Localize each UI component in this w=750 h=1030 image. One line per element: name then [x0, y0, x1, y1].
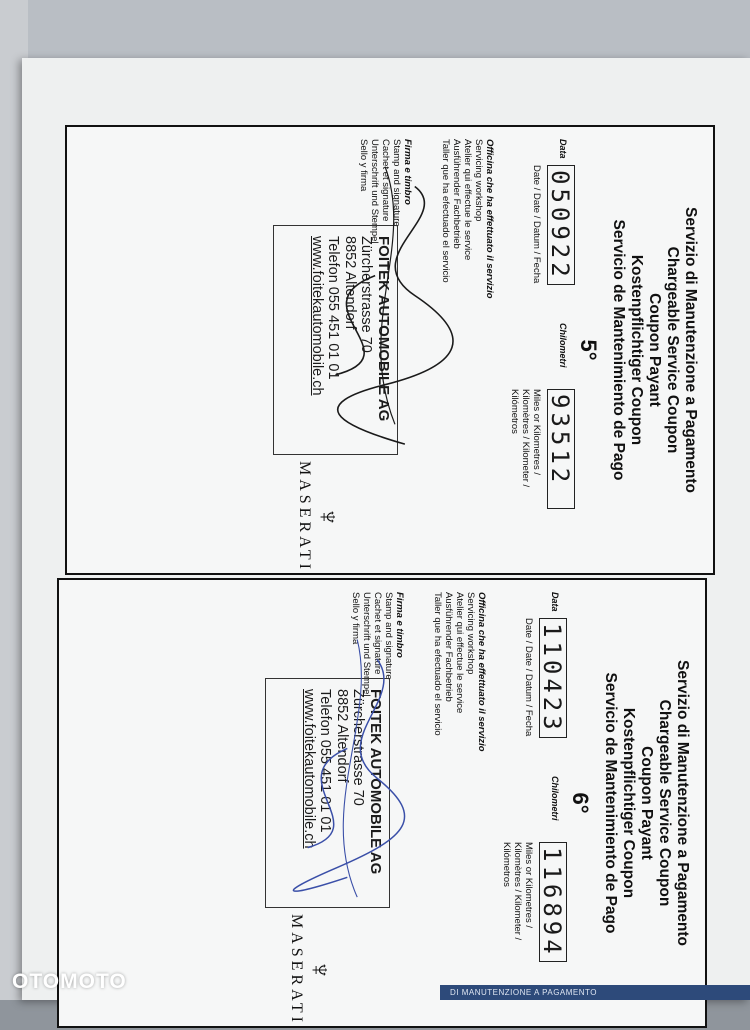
trident-icon: ♆ [313, 506, 344, 528]
signature-line: Unterschrift und Stempel [361, 592, 372, 697]
signature-line: Stamp and signature [383, 592, 394, 680]
brand-wordmark: MASERATI [288, 913, 305, 1026]
title-line-en: Chargeable Service Coupon [664, 246, 681, 454]
km-field: 93512 [547, 389, 575, 509]
date-sublabel: Date / Date / Datum / Fecha [531, 165, 542, 284]
workshop-block [440, 139, 495, 299]
title-line-it: Servizio di Manutenzione a Pagamento [674, 660, 691, 946]
workshop-line: Ausführender Fachbetrieb [451, 139, 462, 249]
title-line-es: Servicio de Mantenimiento de Pago [610, 219, 627, 481]
stamp-dealer-name: FOITEK AUTOMOBILE AG [367, 689, 384, 875]
km-label: Chilometri [550, 776, 560, 821]
date-field: 110423 [539, 618, 567, 738]
next-page-edge-text: DI MANUTENZIONE A PAGAMENTO [450, 988, 597, 997]
workshop-line: Atelier qui effectue le service [454, 592, 465, 714]
signature-line: Sello y firma [350, 592, 361, 645]
title-line-de: Kostenpflichtiger Coupon [620, 707, 637, 899]
title-line-es: Servicio de Mantenimiento de Pago [602, 672, 619, 934]
km-sub-line: Kilomètres / Kilometer / [512, 842, 523, 941]
service-coupon-6 [57, 578, 707, 1028]
km-sub-line: Kilómetros [509, 389, 520, 434]
signature-line: Unterschrift und Stempel [369, 139, 380, 244]
title-line-it: Servizio di Manutenzione a Pagamento [682, 207, 699, 493]
workshop-line: Taller que ha efectuado el servicio [432, 592, 443, 736]
signature-title: Firma e timbro [394, 592, 405, 658]
trident-icon: ♆ [305, 959, 336, 981]
next-page-edge [440, 985, 750, 1000]
workshop-line: Atelier qui effectue le service [462, 139, 473, 261]
signature-line: Sello y firma [358, 139, 369, 192]
maserati-brand [287, 910, 335, 1030]
km-sub-line: Miles or Kilometres / [523, 842, 534, 929]
signature-line: Stamp and signature [391, 139, 402, 227]
brand-wordmark: MASERATI [296, 460, 313, 573]
stamp-dealer-name: FOITEK AUTOMOBILE AG [375, 236, 392, 422]
coupon-title [609, 127, 699, 573]
stamp-street: Zürcherstrasse 70 [350, 689, 367, 806]
workshop-line: Servicing workshop [473, 139, 484, 222]
km-sublabel [501, 842, 534, 972]
service-coupon-5 [65, 125, 715, 575]
date-label: Data [558, 139, 568, 159]
coupon-number: 5° [576, 339, 601, 361]
workshop-line: Ausführender Fachbetrieb [443, 592, 454, 702]
signature-title: Firma e timbro [402, 139, 413, 205]
stamp-url: www.foitekautomobile.ch [301, 689, 317, 849]
title-line-fr: Coupon Payant [646, 293, 663, 407]
date-field: 050922 [547, 165, 575, 285]
km-sub-line: Miles or Kilometres / [531, 389, 542, 476]
stamp-phone: Telefon 055 451 01 01 [317, 689, 334, 833]
signature-line: Cachet et signature [380, 139, 391, 222]
coupon-title [601, 580, 691, 1026]
date-label: Data [550, 592, 560, 612]
title-line-fr: Coupon Payant [638, 746, 655, 860]
otomoto-watermark: OTOMOTO [12, 970, 127, 993]
workshop-title: Officina che ha effettuato il servizio [476, 592, 487, 752]
coupon-number: 6° [568, 792, 593, 814]
signature-line: Cachet et signature [372, 592, 383, 675]
km-label: Chilometri [558, 323, 568, 368]
stamp-url: www.foitekautomobile.ch [309, 236, 325, 396]
title-line-de: Kostenpflichtiger Coupon [628, 254, 645, 446]
workshop-line: Servicing workshop [465, 592, 476, 675]
km-field: 116894 [539, 842, 567, 962]
workshop-block [432, 592, 487, 752]
stamp-city: 8852 Altendorf [342, 236, 358, 330]
maserati-brand [295, 457, 343, 577]
workshop-title: Officina che ha effettuato il servizio [484, 139, 495, 299]
dealer-stamp [273, 225, 398, 455]
km-sub-line: Kilómetros [501, 842, 512, 887]
stamp-phone: Telefon 055 451 01 01 [325, 236, 342, 380]
km-sub-line: Kilomètres / Kilometer / [520, 389, 531, 488]
title-line-en: Chargeable Service Coupon [656, 699, 673, 907]
stamp-city: 8852 Altendorf [334, 689, 350, 783]
stamp-street: Zürcherstrasse 70 [358, 236, 375, 353]
date-sublabel: Date / Date / Datum / Fecha [523, 618, 534, 737]
km-sublabel [509, 389, 542, 519]
dealer-stamp [265, 678, 390, 908]
workshop-line: Taller que ha efectuado el servicio [440, 139, 451, 283]
